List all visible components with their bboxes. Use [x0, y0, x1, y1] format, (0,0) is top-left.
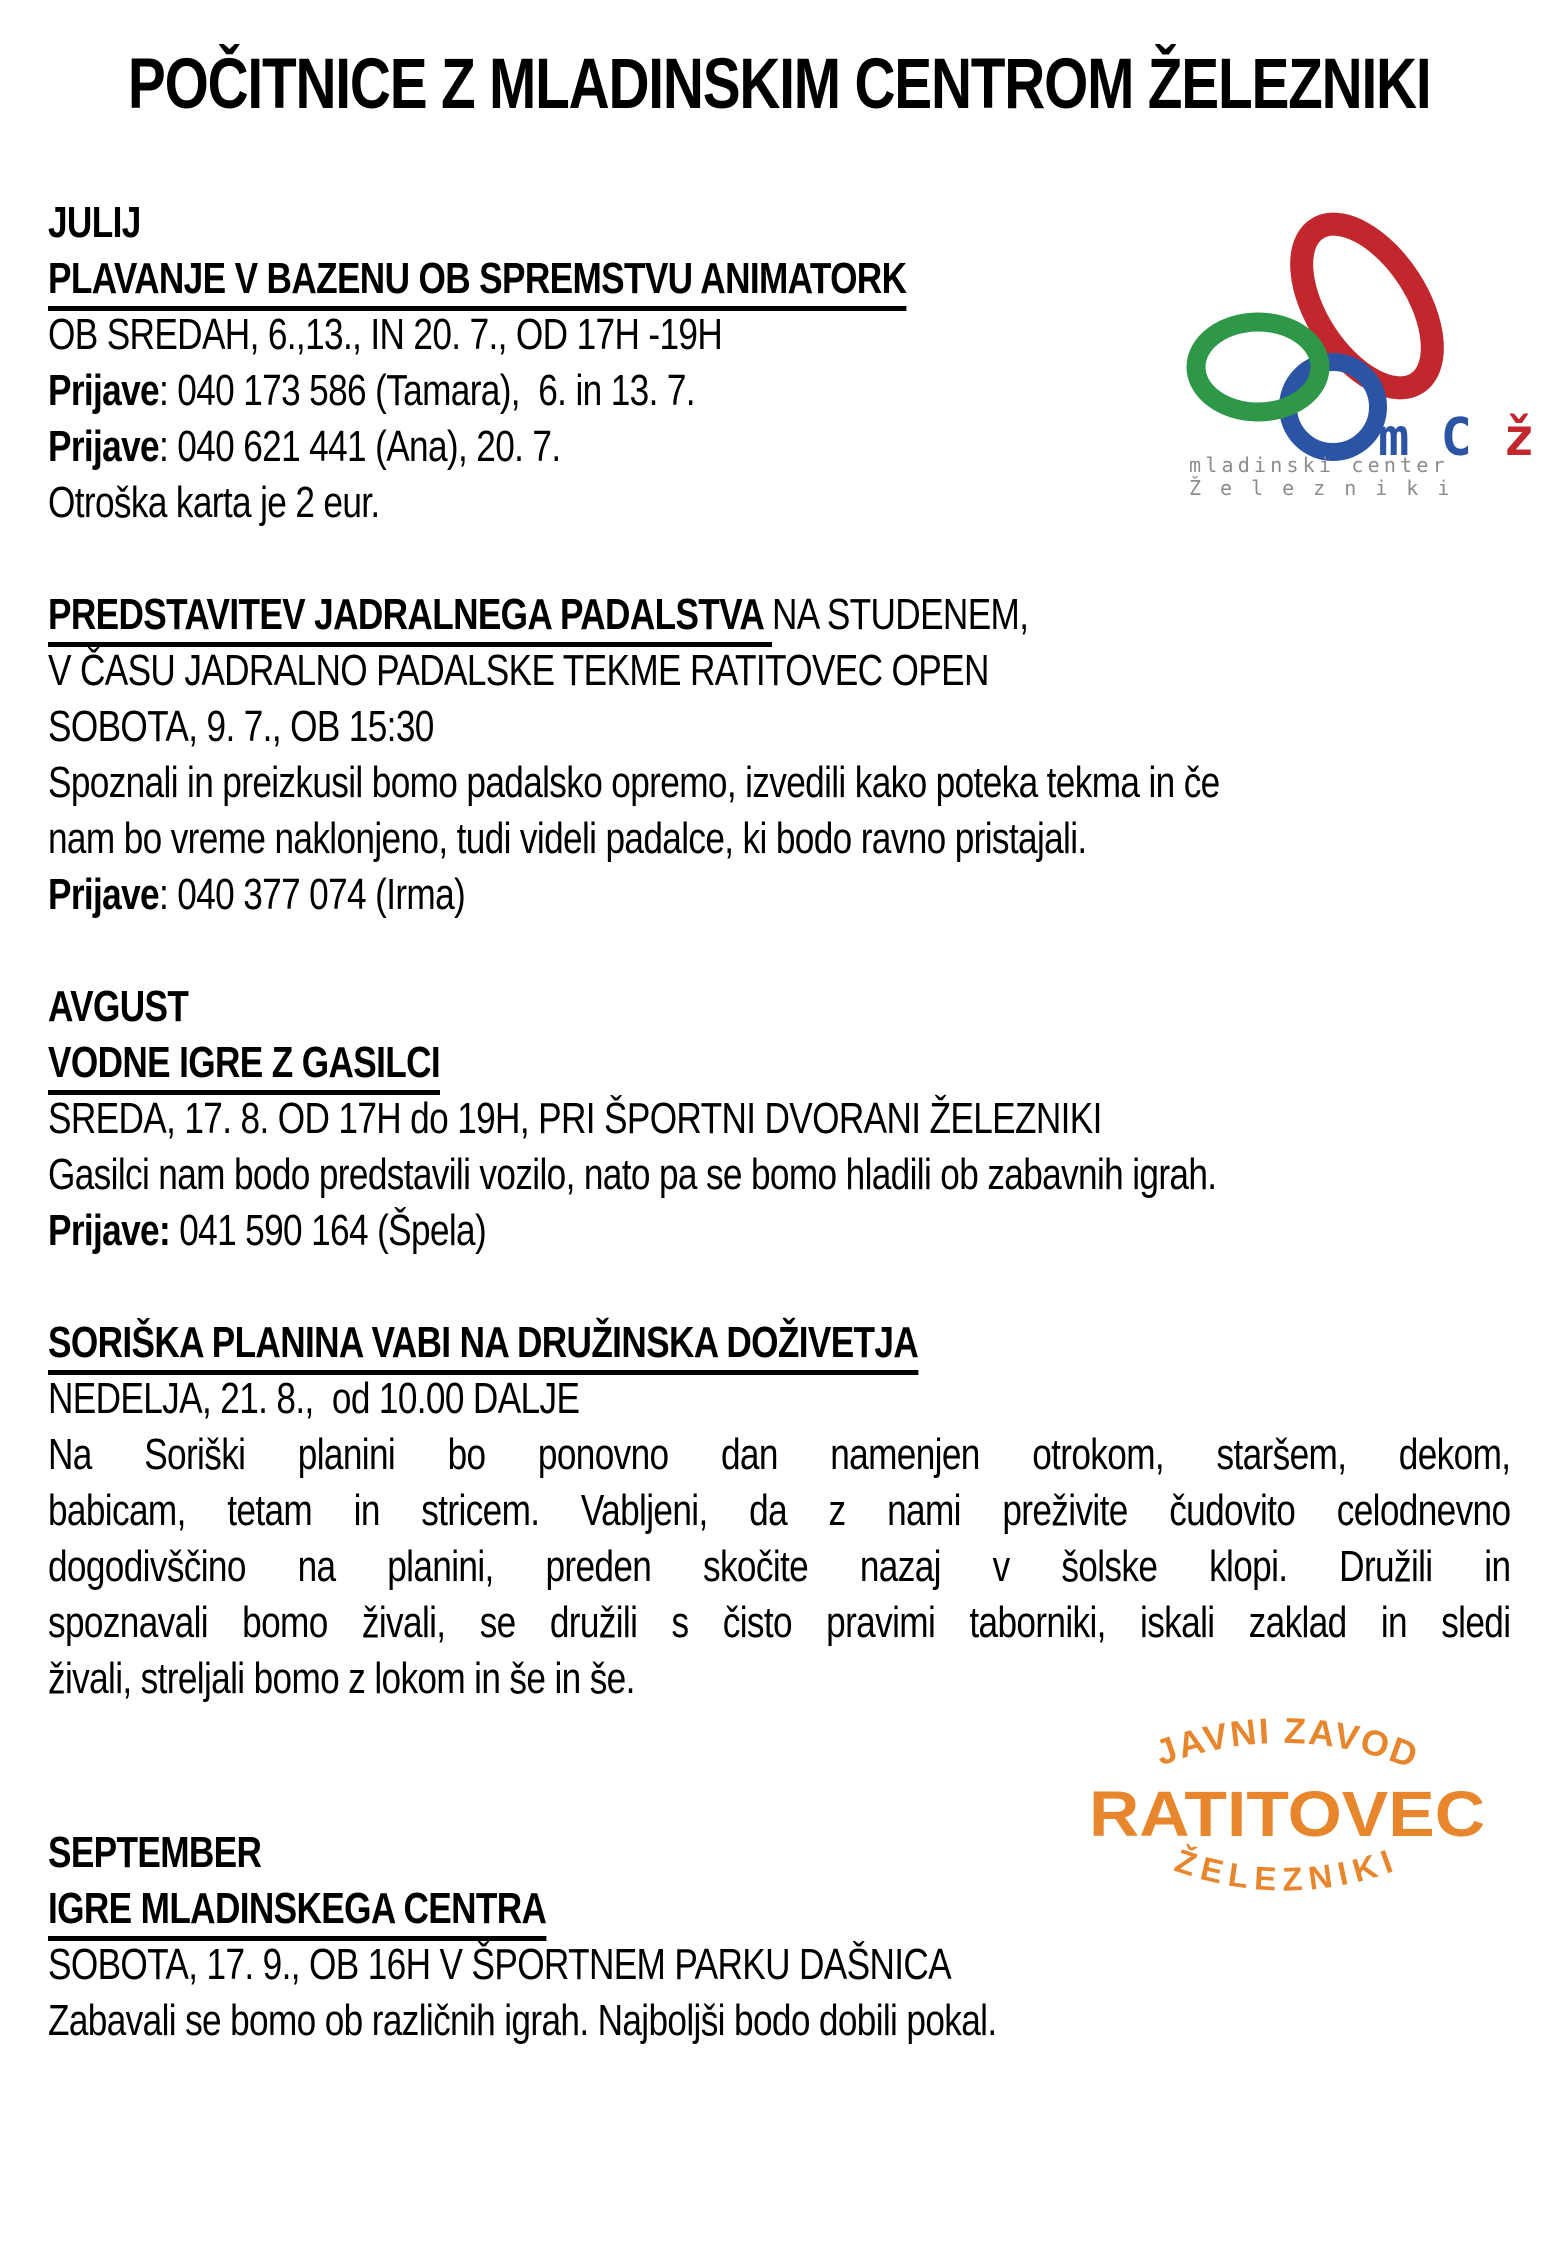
- prijave-line-irma: [48, 867, 1510, 923]
- event-heading-padalstvo-rest: NA STUDENEM,: [772, 590, 1029, 639]
- schedule-plavanje: OB SREDAH, 6.,13., IN 20. 7., OD 17H -19H: [48, 310, 723, 359]
- event-heading-gasilci-text: VODNE IGRE Z GASILCI: [48, 1038, 440, 1095]
- mcz-logo: [1185, 218, 1535, 500]
- event-heading-padalstvo-underlined: PREDSTAVITEV JADRALNEGA PADALSTVA: [48, 590, 772, 647]
- prijave-value: 041 590 164 (Špela): [170, 1206, 487, 1255]
- month-label-julij: JULIJ: [48, 198, 141, 247]
- event-heading-igre-text: IGRE MLADINSKEGA CENTRA: [48, 1884, 546, 1941]
- event-heading-padalstvo: [48, 587, 1510, 643]
- mcz-letter-c: C: [1440, 408, 1472, 468]
- prijave-value: : 040 377 074 (Irma): [158, 870, 466, 919]
- prijave-value: : 040 173 586 (Tamara), 6. in 13. 7.: [158, 366, 695, 415]
- schedule-soriska: NEDELJA, 21. 8., od 10.00 DALJE: [48, 1374, 580, 1423]
- body-gasilci: Gasilci nam bodo predstavili vozilo, nato pa se bomo hladili ob zabavnih igrah.: [48, 1150, 1217, 1199]
- subtitle-padalstvo: V ČASU JADRALNO PADALSKE TEKME RATITOVEC OPEN: [48, 646, 989, 695]
- section-soriska: [48, 1315, 1510, 1707]
- event-heading-plavanje-text: PLAVANJE V BAZENU OB SPREMSTVU ANIMATORK: [48, 254, 906, 311]
- prijave-line-spela: [48, 1203, 1510, 1259]
- paragraph-soriska-line4: spoznavali bomo živali, se družili s čisto pravimi taborniki, iskali zaklad in sledi: [48, 1598, 1511, 1647]
- paragraph-soriska-line3: dogodivščino na planini, preden skočite nazaj v šolske klopi. Družili in: [48, 1542, 1511, 1591]
- note-otroska-karta: Otroška karta je 2 eur.: [48, 478, 380, 527]
- page-title: POČITNICE Z MLADINSKIM CENTROM ŽELEZNIKI: [127, 45, 1431, 124]
- ratitovec-main-text: RATITOVEC: [1089, 1778, 1485, 1850]
- body-padalstvo-2: nam bo vreme naklonjeno, tudi videli padalce, ki bodo ravno pristajali.: [48, 814, 1087, 863]
- mcz-letter-m: m: [1378, 408, 1410, 468]
- paragraph-soriska-line5: živali, streljali bomo z lokom in še in še.: [48, 1654, 635, 1703]
- paragraph-soriska-line1: Na Soriški planini bo ponovno dan namenjen otrokom, staršem, dekom,: [48, 1430, 1511, 1479]
- schedule-igre: SOBOTA, 17. 9., OB 16H V ŠPORTNEM PARKU DAŠNICA: [48, 1940, 951, 1989]
- mcz-letter-z: ž: [1503, 408, 1535, 468]
- schedule-gasilci: SREDA, 17. 8. OD 17H do 19H, PRI ŠPORTNI DVORANI ŽELEZNIKI: [48, 1094, 1102, 1143]
- event-heading-soriska-text: SORIŠKA PLANINA VABI NA DRUŽINSKA DOŽIVETJA: [48, 1318, 918, 1375]
- event-heading-gasilci: [48, 1035, 1510, 1091]
- section-padalstvo: [48, 587, 1510, 923]
- prijave-label: Prijave: [48, 870, 159, 919]
- ratitovec-top-arc-text: JAVNI ZAVOD: [1150, 1709, 1425, 1777]
- event-heading-soriska: [48, 1315, 1510, 1371]
- prijave-value: : 040 621 441 (Ana), 20. 7.: [158, 422, 561, 471]
- prijave-label: Prijave: [48, 422, 159, 471]
- month-label-september: SEPTEMBER: [48, 1828, 262, 1877]
- prijave-label: Prijave: [48, 366, 159, 415]
- prijave-label: Prijave:: [48, 1206, 171, 1255]
- month-label-avgust: AVGUST: [48, 982, 189, 1031]
- section-avgust: [48, 979, 1510, 1259]
- body-padalstvo-1: Spoznali in preizkusil bomo padalsko opremo, izvedili kako poteka tekma in če: [48, 758, 1220, 807]
- mcz-caption-line1: mladinski center: [1189, 453, 1449, 477]
- paragraph-soriska-line2: babicam, tetam in stricem. Vabljeni, da z nami preživite čudovito celodnevno: [48, 1486, 1511, 1535]
- mcz-caption-line2: Železniki: [1189, 476, 1469, 500]
- schedule-padalstvo: SOBOTA, 9. 7., OB 15:30: [48, 702, 434, 751]
- ratitovec-bottom-arc-text: ŽELEZNIKI: [1170, 1840, 1404, 1898]
- ratitovec-logo: [1080, 1696, 1494, 1914]
- body-igre: Zabavali se bomo ob različnih igrah. Najboljši bodo dobili pokal.: [48, 1996, 997, 2045]
